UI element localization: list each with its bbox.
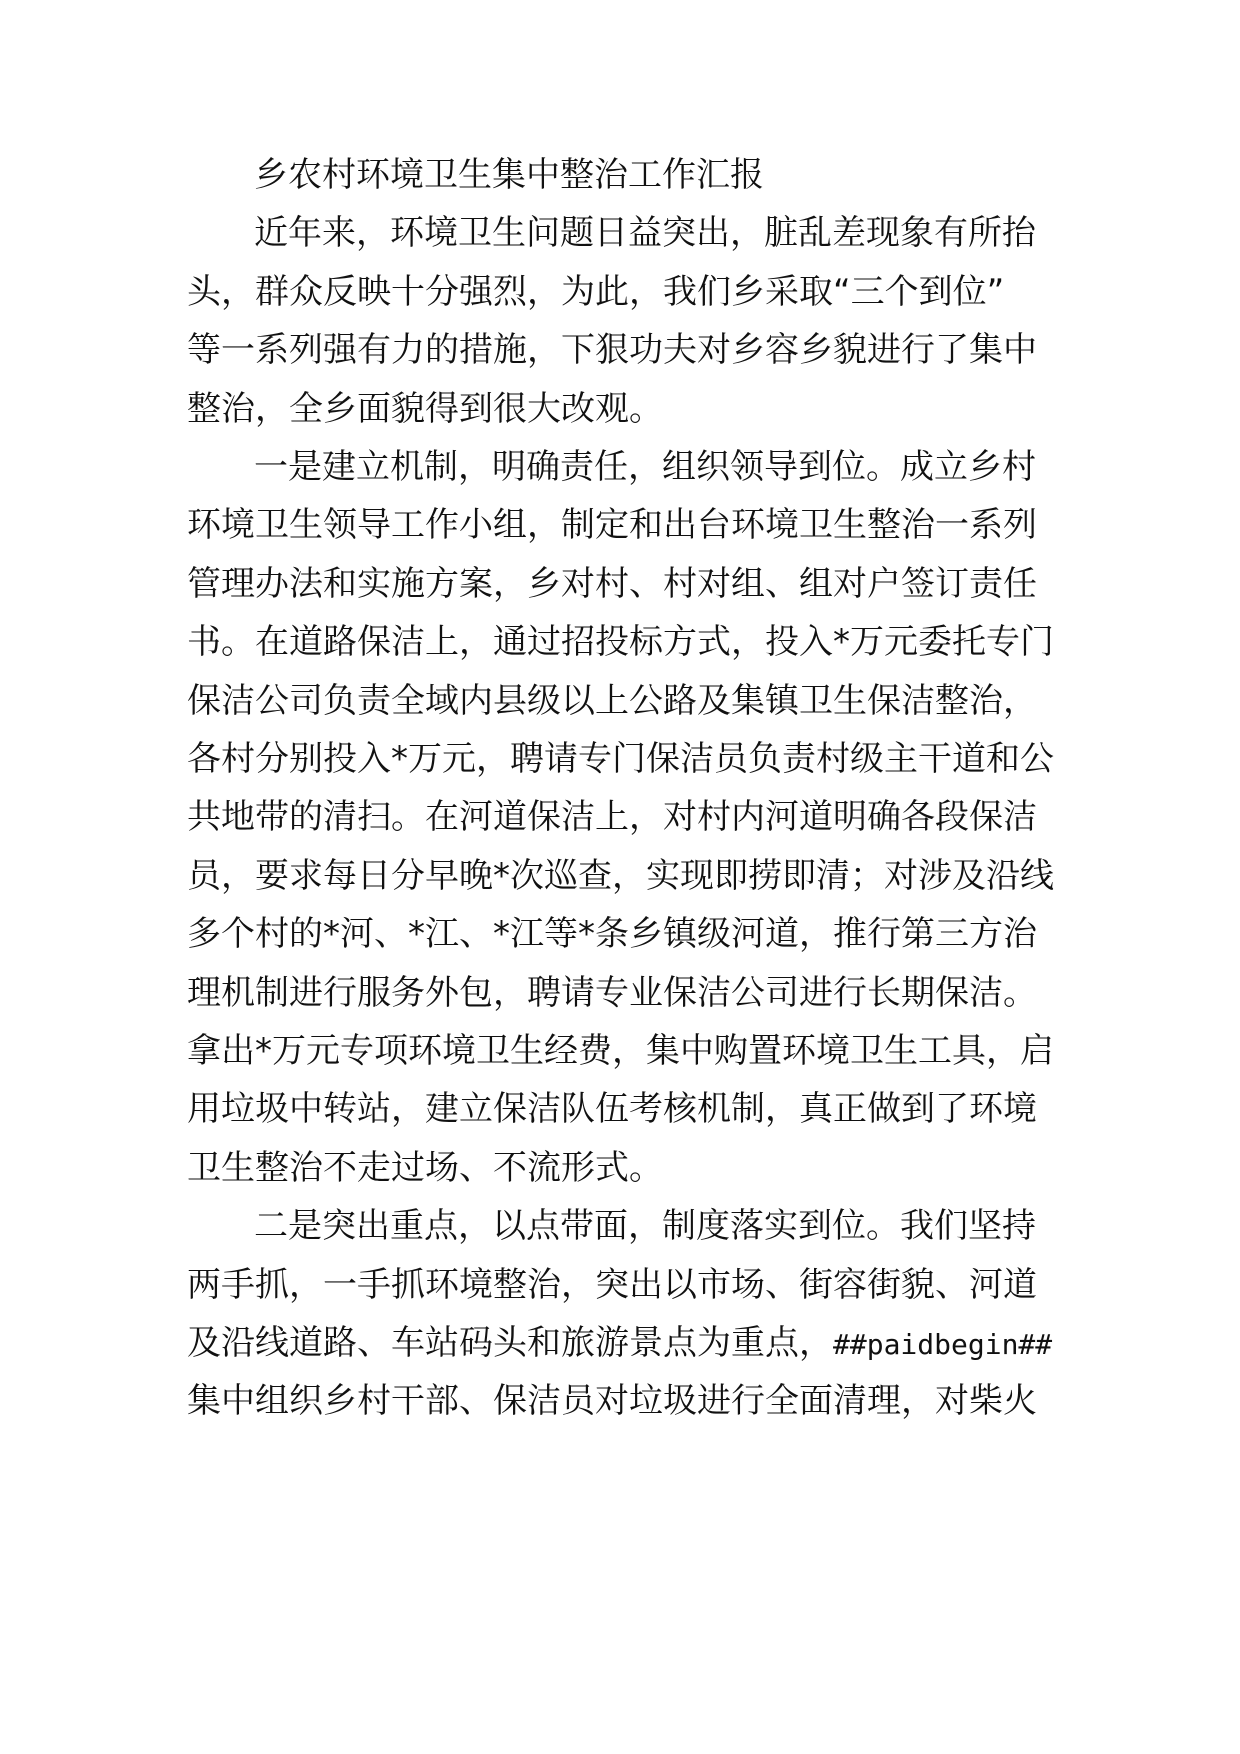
paragraph-3-line-1: 二是突出重点，以点带面，制度落实到位。我们坚持	[254, 1206, 1036, 1246]
paid-marker-text: ##paidbegin##	[833, 1328, 1053, 1361]
paragraph-2-line-3: 管理办法和实施方案，乡对村、村对组、组对户签订责任	[187, 564, 1037, 604]
paragraph-2-line-7: 共地带的清扫。在河道保洁上，对村内河道明确各段保洁	[187, 797, 1037, 837]
paragraph-2-line-2: 环境卫生领导工作小组，制定和出台环境卫生整治一系列	[187, 505, 1037, 545]
paragraph-1-line-4: 整治，全乡面貌得到很大改观。	[187, 389, 663, 429]
paragraph-3-line-3	[187, 1313, 1057, 1373]
paragraph-2-line-8: 员，要求每日分早晚*次巡查，实现即捞即清；对涉及沿线	[187, 856, 1054, 896]
paragraph-3-line-4: 集中组织乡村干部、保洁员对垃圾进行全面清理，对柴火	[187, 1381, 1037, 1421]
paragraph-2-line-12: 用垃圾中转站，建立保洁队伍考核机制，真正做到了环境	[187, 1089, 1037, 1129]
paragraph-2-line-9: 多个村的*河、*江、*江等*条乡镇级河道，推行第三方治	[187, 914, 1037, 954]
paragraph-2-line-11: 拿出*万元专项环境卫生经费，集中购置环境卫生工具，启	[187, 1031, 1054, 1071]
paragraph-1-line-3: 等一系列强有力的措施，下狠功夫对乡容乡貌进行了集中	[187, 330, 1037, 370]
paragraph-2-line-1: 一是建立机制，明确责任，组织领导到位。成立乡村	[254, 447, 1036, 487]
paragraph-2-line-13: 卫生整治不走过场、不流形式。	[187, 1148, 663, 1188]
paragraph-3-line-3-text: 及沿线道路、车站码头和旅游景点为重点，	[187, 1323, 833, 1363]
paragraph-1-line-1: 近年来，环境卫生问题日益突出，脏乱差现象有所抬	[254, 213, 1036, 253]
paragraph-2-line-5: 保洁公司负责全域内县级以上公路及集镇卫生保洁整治，	[187, 681, 1037, 721]
document-title: 乡农村环境卫生集中整治工作汇报	[254, 155, 764, 195]
paragraph-2-line-10: 理机制进行服务外包，聘请专业保洁公司进行长期保洁。	[187, 973, 1037, 1013]
paragraph-1-line-2: 头，群众反映十分强烈，为此，我们乡采取“三个到位”	[187, 272, 1005, 312]
paragraph-2-line-4: 书。在道路保洁上，通过招投标方式，投入*万元委托专门	[187, 622, 1054, 662]
paragraph-2-line-6: 各村分别投入*万元，聘请专门保洁员负责村级主干道和公	[187, 739, 1054, 779]
paragraph-3-line-2: 两手抓，一手抓环境整治，突出以市场、街容街貌、河道	[187, 1265, 1037, 1305]
